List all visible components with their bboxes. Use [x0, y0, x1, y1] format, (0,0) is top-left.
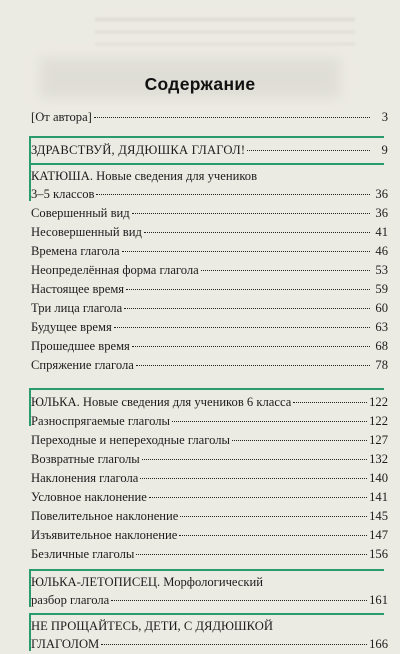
toc-entry-page: 9	[381, 143, 388, 157]
toc-entry-page: 166	[369, 637, 388, 651]
toc-heading-text: ЮЛЬКА-ЛЕТОПИСЕЦ. Морфологический	[31, 575, 263, 589]
toc-leader-dots	[124, 308, 370, 309]
toc-entry[interactable]	[31, 318, 388, 337]
toc-entry-heading[interactable]	[31, 618, 388, 635]
toc-leader-dots	[180, 516, 367, 517]
toc-entry-page: 78	[375, 358, 388, 372]
toc-entry-page: 59	[375, 282, 388, 296]
toc-entry-page: 46	[375, 244, 388, 258]
toc-leader-dots	[140, 478, 367, 479]
toc-entry[interactable]	[31, 393, 388, 412]
toc-entry[interactable]	[31, 299, 388, 318]
toc-heading-subtitle: Новые сведения для учеников	[96, 169, 258, 183]
toc-entry[interactable]	[31, 242, 388, 261]
toc-entry-title: [От автора]	[31, 110, 92, 124]
toc-entry-page: 156	[369, 547, 388, 561]
toc-leader-dots	[111, 600, 367, 601]
toc-entry-page: 68	[375, 339, 388, 353]
toc-entry-page: 122	[369, 395, 388, 409]
toc-entry-page: 132	[369, 452, 388, 466]
toc-heading-name: КАТЮША.	[31, 169, 93, 183]
toc-leader-dots	[201, 270, 370, 271]
toc-entry-page: 127	[369, 433, 388, 447]
toc-entry[interactable]	[31, 356, 388, 375]
toc-entry-page: 36	[375, 187, 388, 201]
toc-entry-title: Будущее время	[31, 320, 112, 334]
toc-entry[interactable]	[31, 526, 388, 545]
toc-entry-title: Наклонения глагола	[31, 471, 139, 485]
toc-entry-title: Условное наклонение	[31, 490, 147, 504]
toc-leader-dots	[132, 346, 370, 347]
toc-leader-dots	[122, 251, 370, 252]
toc-leader-dots	[132, 213, 370, 214]
page-title: Содержание	[144, 74, 256, 94]
toc-leader-dots	[293, 402, 367, 403]
toc-entry[interactable]	[31, 280, 388, 299]
toc-entry[interactable]	[31, 337, 388, 356]
toc-entry[interactable]	[31, 591, 388, 610]
toc-section-katyusha	[31, 166, 388, 375]
toc-entry[interactable]	[31, 185, 388, 204]
toc-entry[interactable]	[31, 204, 388, 223]
toc-leader-dots	[144, 232, 370, 233]
toc-entry-title: Совершенный вид	[31, 206, 130, 220]
toc-entry-page: 53	[375, 263, 388, 277]
toc-entry[interactable]	[31, 431, 388, 450]
toc-entry-title: Возвратные глаголы	[31, 452, 140, 466]
toc-entry[interactable]	[31, 412, 388, 431]
toc-entry-title: 3–5 классов	[31, 187, 95, 201]
toc-entry-title: Несовершенный вид	[31, 225, 142, 239]
toc-entry-title: Переходные и непереходные глаголы	[31, 433, 230, 447]
toc-leader-dots	[142, 459, 367, 460]
toc-entry-title: Повелительное наклонение	[31, 509, 179, 523]
toc-entry[interactable]	[31, 223, 388, 242]
toc-entry-page: 140	[369, 471, 388, 485]
toc-entry-heading[interactable]	[31, 574, 388, 591]
toc-leader-dots	[94, 117, 370, 118]
toc-entry-page: 63	[375, 320, 388, 334]
toc-entry-title: Времена глагола	[31, 244, 120, 258]
toc-entry-title: Безличные глаголы	[31, 547, 135, 561]
toc-entry-title: ЗДРАВСТВУЙ, ДЯДЮШКА ГЛАГОЛ!	[31, 143, 246, 157]
toc-entry[interactable]	[31, 635, 388, 654]
toc-section-chronicler	[31, 572, 388, 610]
toc-entry-title: разбор глагола	[31, 593, 110, 607]
toc-entry[interactable]	[31, 545, 388, 564]
toc-section-yulka	[31, 391, 388, 564]
toc-leader-dots	[149, 497, 367, 498]
toc-leader-dots	[126, 289, 370, 290]
toc-entry[interactable]	[31, 108, 388, 127]
toc-entry[interactable]	[31, 469, 388, 488]
toc-entry-page: 161	[369, 593, 388, 607]
toc-entry-page: 36	[375, 206, 388, 220]
toc-section-farewell	[31, 616, 388, 654]
toc-entry-title: ГЛАГОЛОМ	[31, 637, 100, 651]
toc-entry-title: Настоящее время	[31, 282, 125, 296]
toc-entry[interactable]	[31, 450, 388, 469]
toc-leader-dots	[179, 535, 367, 536]
toc-leader-dots	[172, 421, 367, 422]
toc-heading-text: НЕ ПРОЩАЙТЕСЬ, ДЕТИ, С ДЯДЮШКОЙ	[31, 619, 273, 633]
toc-leader-dots	[136, 365, 370, 366]
toc-entry-heading[interactable]	[31, 168, 388, 185]
toc-entry-page: 145	[369, 509, 388, 523]
toc-entry-title: Изъявительное наклонение	[31, 528, 178, 542]
toc-leader-dots	[114, 327, 370, 328]
toc-entry-page: 60	[375, 301, 388, 315]
toc-entry-title: Три лица глагола	[31, 301, 123, 315]
toc-entry-page: 147	[369, 528, 388, 542]
toc-leader-dots	[136, 554, 367, 555]
toc-entry-title: Спряжение глагола	[31, 358, 134, 372]
toc-entry[interactable]	[31, 488, 388, 507]
toc-section-greeting	[31, 139, 388, 160]
toc-entry[interactable]	[31, 261, 388, 280]
toc-leader-dots	[232, 440, 367, 441]
toc-entry-page: 3	[381, 110, 388, 124]
toc-leader-dots	[247, 150, 370, 151]
toc-entry-page: 141	[369, 490, 388, 504]
toc-entry[interactable]	[31, 507, 388, 526]
toc-entry-page: 122	[369, 414, 388, 428]
toc-leader-dots	[101, 644, 367, 645]
toc-section-intro	[31, 108, 388, 127]
toc-entry-title: ЮЛЬКА. Новые сведения для учеников 6 класса	[31, 395, 292, 409]
toc-entry-title: Прошедшее время	[31, 339, 130, 353]
toc-leader-dots	[96, 194, 370, 195]
toc-entry-title: Разноспрягаемые глаголы	[31, 414, 170, 428]
toc-entry-page: 41	[375, 225, 388, 239]
table-of-contents	[31, 108, 388, 654]
toc-entry[interactable]	[31, 141, 388, 160]
toc-entry-title: Неопределённая форма глагола	[31, 263, 199, 277]
